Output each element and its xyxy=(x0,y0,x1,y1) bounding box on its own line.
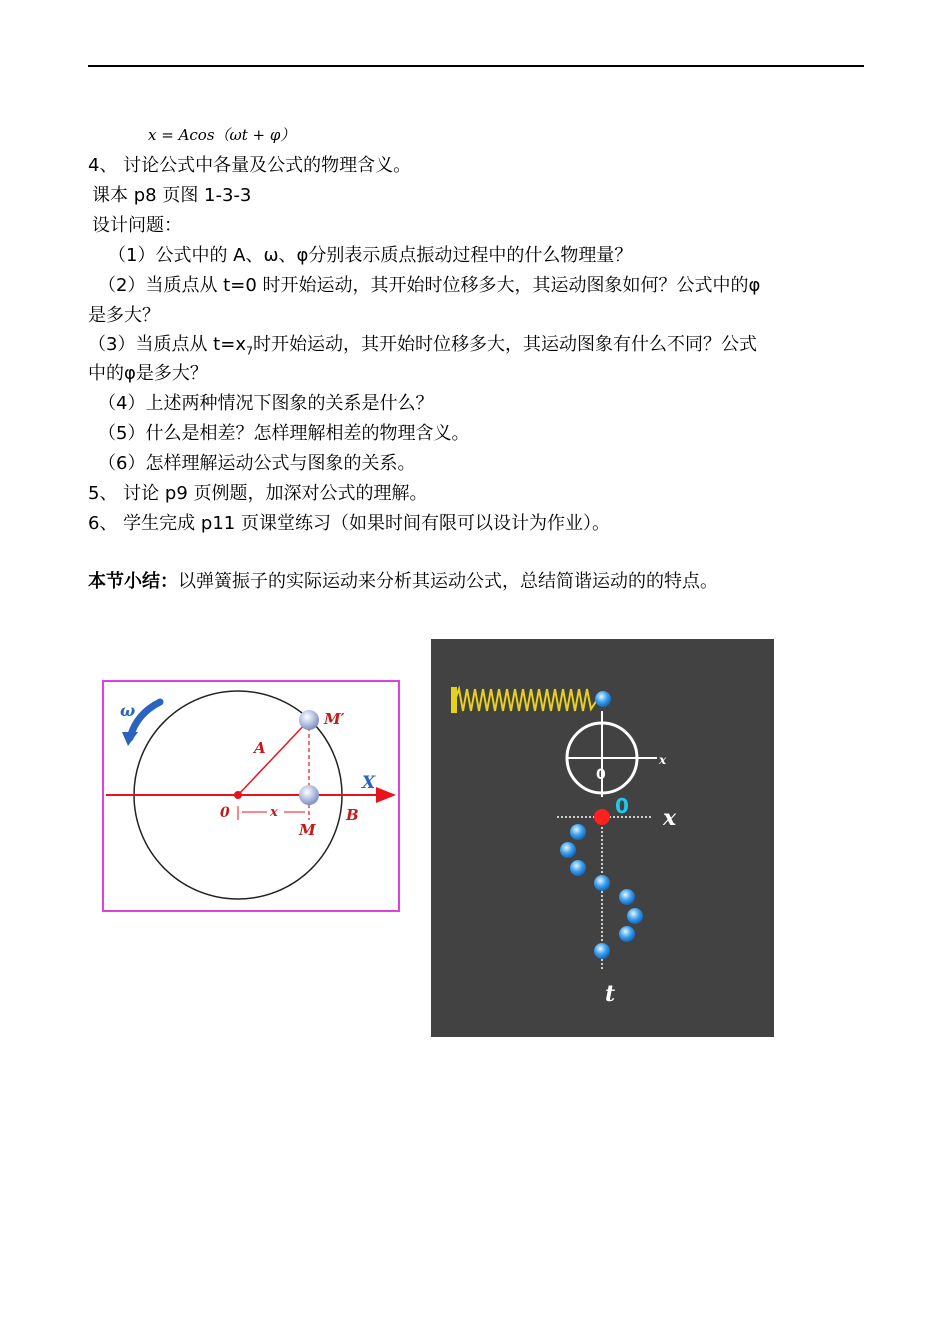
label-x: x xyxy=(270,805,278,820)
trajectory-ball xyxy=(570,824,586,840)
label-a: A xyxy=(254,739,266,757)
question-4: （4）上述两种情况下图象的关系是什么？ xyxy=(98,393,434,414)
ball-m-prime xyxy=(299,710,319,730)
question-5: （5）什么是相差？怎样理解相差的物理含义。 xyxy=(98,423,470,444)
trajectory-ball xyxy=(619,926,635,942)
formula: x = Acos（ωt + φ） xyxy=(148,126,296,144)
question-2-line-2: 是多大？ xyxy=(88,305,160,326)
origin-ball xyxy=(594,809,610,825)
textbook-ref: 课本 p8 页图 1-3-3 xyxy=(92,185,252,206)
design-questions-heading: 设计问题： xyxy=(92,215,182,236)
label-m: M xyxy=(299,821,316,839)
header-rule xyxy=(88,65,864,67)
spring-ball xyxy=(595,691,611,707)
big-x-label: x xyxy=(663,805,677,831)
reference-circle-figure xyxy=(102,680,400,912)
t-label: t xyxy=(605,981,616,1007)
question-1: （1）公式中的 A、ω、φ分别表示质点振动过程中的什么物理量？ xyxy=(108,245,633,266)
label-b: B xyxy=(346,806,359,824)
question-3-line-2: 中的φ是多大？ xyxy=(88,363,208,384)
trajectory-ball xyxy=(627,908,643,924)
trajectory-ball xyxy=(594,875,610,891)
spring-oscillator-figure xyxy=(431,639,774,1037)
label-origin: 0 xyxy=(220,805,230,821)
summary-text: 以弹簧振子的实际运动来分析其运动公式，总结简谐运动的的特点。 xyxy=(178,571,718,592)
question-2-line-1: （2）当质点从 t=0 时开始运动，其开始时位移多大，其运动图象如何？公式中的φ xyxy=(98,275,761,296)
big-zero-label: 0 xyxy=(615,794,629,818)
question-6: （6）怎样理解运动公式与图象的关系。 xyxy=(98,453,416,474)
origin-dot xyxy=(234,791,242,799)
small-zero-label: 0 xyxy=(596,767,606,783)
omega-label: ω xyxy=(120,701,136,720)
trajectory-ball xyxy=(594,943,610,959)
small-x-label: x xyxy=(659,753,667,767)
item-5: 5、 讨论 p9 页例题，加深对公式的理解。 xyxy=(88,483,428,504)
trajectory-ball xyxy=(619,889,635,905)
ball-m xyxy=(299,785,319,805)
label-x-axis: X xyxy=(362,773,376,793)
trajectory-ball xyxy=(560,842,576,858)
trajectory-ball xyxy=(570,860,586,876)
summary xyxy=(88,570,718,594)
question-3-line-1: （3）当质点从 $t=x_7$时开始运动，其开始时位移多大，其运动图象有什么不同？公式 xyxy=(88,334,757,358)
summary-label: 本节小结： xyxy=(88,571,178,592)
item-6: 6、 学生完成 p11 页课堂练习（如果时间有限可以设计为作业）。 xyxy=(88,513,610,534)
label-m-prime: M′ xyxy=(324,710,345,728)
item-4: 4、 讨论公式中各量及公式的物理含义。 xyxy=(88,155,412,176)
